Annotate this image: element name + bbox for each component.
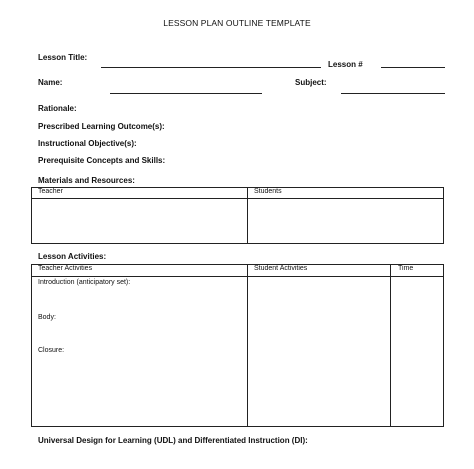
materials-column-divider — [247, 187, 248, 244]
activities-column-divider-1 — [247, 264, 248, 427]
teacher-activities-header: Teacher Activities — [38, 265, 93, 272]
materials-students-header: Students — [254, 188, 282, 195]
activities-table — [31, 264, 444, 427]
objectives-label: Instructional Objective(s): — [38, 139, 137, 148]
lesson-title-label: Lesson Title: — [38, 53, 88, 62]
activities-label: Lesson Activities: — [38, 252, 107, 261]
prerequisites-label: Prerequisite Concepts and Skills: — [38, 156, 166, 165]
rationale-label: Rationale: — [38, 104, 77, 113]
materials-table — [31, 187, 444, 244]
lesson-number-line[interactable] — [381, 67, 445, 68]
student-activities-header: Student Activities — [254, 265, 308, 272]
body-label: Body: — [38, 314, 56, 321]
page-title: LESSON PLAN OUTLINE TEMPLATE — [163, 18, 311, 28]
subject-line[interactable] — [341, 93, 445, 94]
time-header: Time — [398, 265, 414, 272]
lesson-number-label: Lesson # — [328, 60, 363, 69]
name-line[interactable] — [110, 93, 262, 94]
activities-column-divider-2 — [390, 264, 391, 427]
closure-label: Closure: — [38, 347, 65, 354]
name-label: Name: — [38, 78, 63, 87]
activities-header-divider — [31, 276, 444, 277]
outcomes-label: Prescribed Learning Outcome(s): — [38, 122, 165, 131]
materials-label: Materials and Resources: — [38, 176, 135, 185]
lesson-title-line[interactable] — [101, 67, 321, 68]
subject-label: Subject: — [295, 78, 327, 87]
materials-header-divider — [31, 198, 444, 199]
udl-label: Universal Design for Learning (UDL) and Differentiated Instruction (DI): — [38, 436, 308, 445]
materials-teacher-header: Teacher — [38, 188, 63, 195]
introduction-label: Introduction (anticipatory set): — [38, 279, 131, 286]
